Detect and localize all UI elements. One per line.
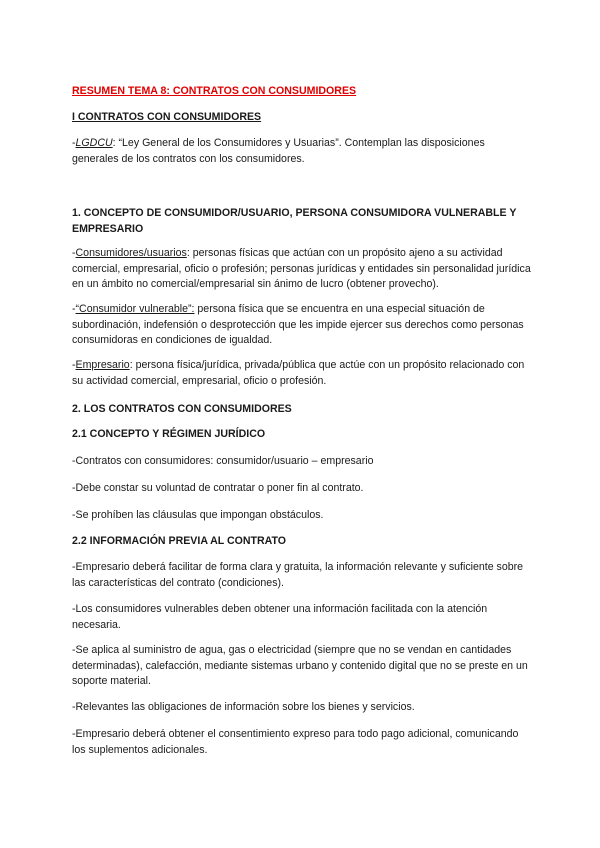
- section-heading-2-2: 2.2 INFORMACIÓN PREVIA AL CONTRATO: [72, 535, 287, 547]
- bullet-dash: -: [72, 137, 76, 149]
- paragraph-vulnerable: [72, 302, 534, 349]
- paragraph-lgdcu-text: : “Ley General de los Consumidores y Usuarias”. Contemplan las disposiciones generales de los contratos con los consumidores.: [72, 137, 485, 165]
- paragraph-empresario: [72, 358, 534, 389]
- paragraph-consumidores-text: : personas físicas que actúan con un propósito ajeno a su actividad comercial, empresarial, oficio o profesión; personas jurídicas y entidades sin personalidad jurídica en un ámbito no comercial/empresarial sin ánimo de lucro (obtener provecho).: [72, 247, 531, 291]
- section-heading-i: I CONTRATOS CON CONSUMIDORES: [72, 111, 262, 123]
- paragraph-lgdcu: [72, 136, 534, 167]
- section-heading-2: 2. LOS CONTRATOS CON CONSUMIDORES: [72, 403, 292, 415]
- section-heading-1: 1. CONCEPTO DE CONSUMIDOR/USUARIO, PERSONA CONSUMIDORA VULNERABLE Y EMPRESARIO: [72, 207, 517, 235]
- term-consumidores: Consumidores/usuarios: [75, 247, 187, 259]
- bullet-dash: -: [72, 359, 76, 371]
- paragraph-2-2-3: -Se aplica al suministro de agua, gas o electricidad (siempre que no se vendan en cantidades determinadas), calefacción, mediante sistemas urbano y contenido digital que no se preste en un soporte material.: [72, 644, 528, 688]
- document-title: RESUMEN TEMA 8: CONTRATOS CON CONSUMIDORES: [72, 85, 357, 97]
- paragraph-empresario-text: : persona física/jurídica, privada/pública que actúe con un propósito relacionado con su actividad comercial, empresarial, oficio o profesión.: [72, 359, 525, 387]
- paragraph-2-2-5: -Empresario deberá obtener el consentimiento expreso para todo pago adicional, comunicando los suplementos adicionales.: [72, 728, 519, 756]
- paragraph-2-1-3: -Se prohíben las cláusulas que impongan obstáculos.: [72, 509, 324, 521]
- paragraph-2-2-4: -Relevantes las obligaciones de información sobre los bienes y servicios.: [72, 701, 415, 713]
- paragraph-2-2-2: -Los consumidores vulnerables deben obtener una información facilitada con la atención necesaria.: [72, 603, 488, 631]
- section-heading-2-1: 2.1 CONCEPTO Y RÉGIMEN JURÍDICO: [72, 428, 266, 440]
- paragraph-consumidores: [72, 246, 534, 293]
- paragraph-vulnerable-text: persona física que se encuentra en una especial situación de subordinación, indefensión o desprotección que les impide ejercer sus derechos como personas consumidoras en condiciones de igualdad.: [72, 303, 524, 347]
- term-empresario: Empresario: [75, 359, 130, 371]
- term-vulnerable: “Consumidor vulnerable”:: [75, 303, 195, 315]
- term-lgdcu: LGDCU: [75, 137, 113, 149]
- bullet-dash: -: [72, 303, 76, 315]
- paragraph-2-1-1: -Contratos con consumidores: consumidor/usuario – empresario: [72, 455, 374, 467]
- paragraph-2-2-1: -Empresario deberá facilitar de forma clara y gratuita, la información relevante y suficiente sobre las características del contrato (condiciones).: [72, 561, 524, 589]
- paragraph-2-1-2: -Debe constar su voluntad de contratar o poner fin al contrato.: [72, 482, 364, 494]
- bullet-dash: -: [72, 247, 76, 259]
